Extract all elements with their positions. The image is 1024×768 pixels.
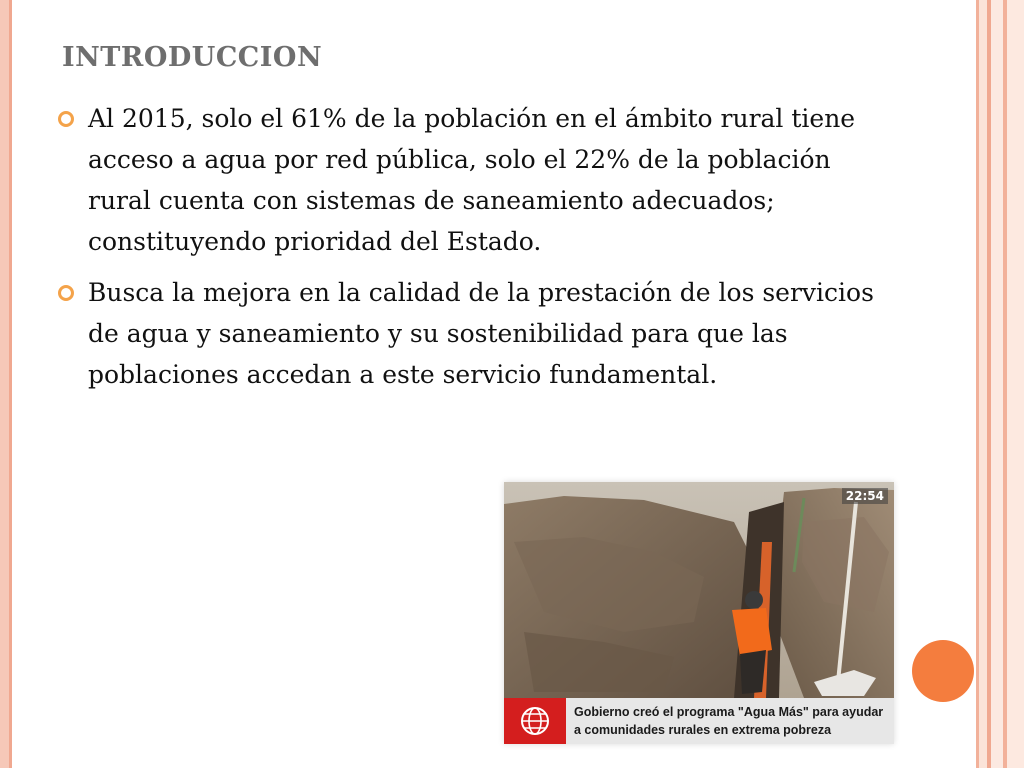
bullet-list bbox=[58, 98, 878, 405]
right-stripe bbox=[991, 0, 1003, 768]
globe-icon bbox=[504, 698, 566, 744]
left-border bbox=[0, 0, 9, 768]
bullet-item bbox=[58, 98, 878, 262]
news-caption-bar bbox=[504, 698, 894, 744]
timestamp-label: 22:54 bbox=[842, 488, 888, 504]
bullet-text: Busca la mejora en la calidad de la prestación de los servicios de agua y saneamiento y su sostenibilidad para que las poblaciones accedan a este servicio fundamental. bbox=[88, 278, 874, 389]
ring-bullet-icon bbox=[58, 285, 74, 301]
right-stripe bbox=[979, 0, 987, 768]
decorative-circle bbox=[912, 640, 974, 702]
slide-title: INTRODUCCION bbox=[62, 42, 323, 73]
caption-line-2: a comunidades rurales en extrema pobreza bbox=[574, 723, 832, 737]
caption-line-1: Gobierno creó el programa "Agua Más" para ayudar bbox=[574, 705, 884, 719]
right-stripe bbox=[1007, 0, 1024, 768]
ring-bullet-icon bbox=[58, 111, 74, 127]
bullet-text: Al 2015, solo el 61% de la población en el ámbito rural tiene acceso a agua por red pública, solo el 22% de la población rural cuenta con sistemas de saneamiento adecuados; constituyendo prioridad del Estado. bbox=[88, 104, 856, 256]
bullet-item bbox=[58, 272, 878, 395]
left-border-line bbox=[9, 0, 12, 768]
news-photo bbox=[504, 482, 894, 744]
news-caption bbox=[574, 703, 890, 739]
